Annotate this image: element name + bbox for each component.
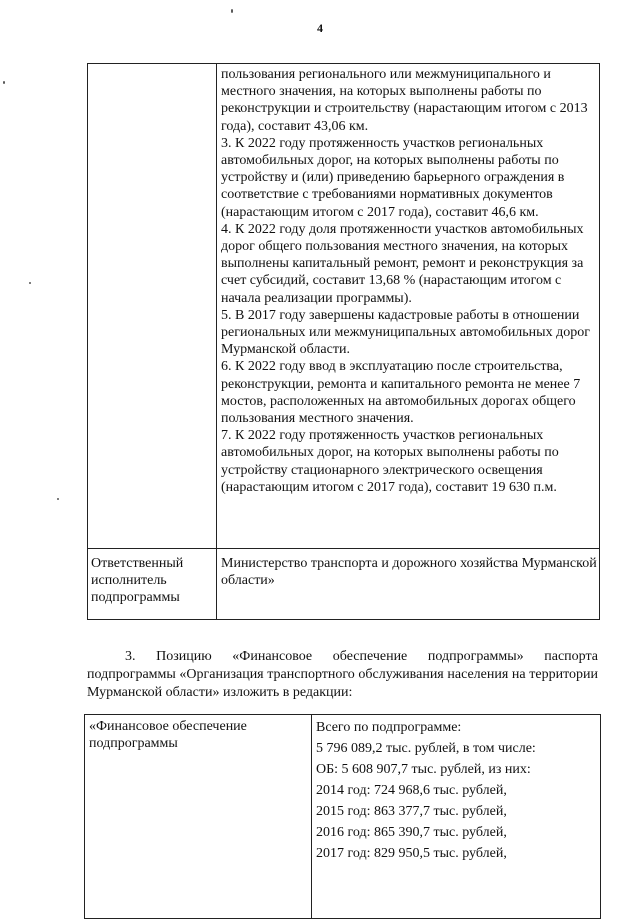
financing-line-total: Всего по подпрограмме:	[316, 720, 462, 735]
amendment-paragraph-text: 3. Позицию «Финансовое обеспечение подпрограммы» паспорта подпрограммы «Организация транспортного обслуживания населения на территории Мурманской области» изложить в редакции:	[87, 649, 598, 700]
responsible-row	[88, 549, 600, 620]
indicator-item-7: 7. К 2022 году протяженность участков региональных автомобильных дорог, на которых выполнены работы по устройству стационарного электрического освещения (нарастающим итогом с 2017 года), составит 19 630 п.м.	[221, 428, 559, 495]
financing-values	[312, 715, 601, 919]
amendment-paragraph	[87, 648, 598, 702]
financing-line-2014: 2014 год: 724 968,6 тыс. рублей,	[316, 783, 507, 798]
indicators-value-cell	[217, 64, 600, 549]
scan-speck	[3, 81, 5, 84]
indicator-item-3: 3. К 2022 году протяженность участков региональных автомобильных дорог, на которых выполнены работы по устройству и (или) приведению барьерного ограждения в соответствие с требованиями нормативных документов (нарастающим итогом с 2017 года), составит 46,6 км.	[221, 135, 565, 220]
responsible-label: Ответственный исполнитель подпрограммы	[88, 549, 217, 620]
financing-line-2017: 2017 год: 829 950,5 тыс. рублей,	[316, 846, 507, 861]
page-number: 4	[317, 21, 323, 35]
scan-speck	[57, 498, 59, 500]
indicator-item-5: 5. В 2017 году завершены кадастровые работы в отношении региональных или межмуниципальных автомобильных дорог Мурманской области.	[221, 307, 590, 358]
financing-line-2015: 2015 год: 863 377,7 тыс. рублей,	[316, 804, 507, 819]
indicators-label-cell	[88, 64, 217, 549]
financing-line-2016: 2016 год: 865 390,7 тыс. рублей,	[316, 825, 507, 840]
scan-speck	[231, 9, 233, 13]
indicator-item-4: 4. К 2022 году доля протяженности участков автомобильных дорог общего пользования местного значения, на которых выполнены капитальный ремонт, ремонт и реконструкция за счет субсидий, составит 13,68 % (нарастающим итогом с начала реализации программы).	[221, 221, 584, 306]
indicators-row	[88, 64, 600, 549]
subprogram-passport-table	[87, 63, 600, 620]
responsible-value: Министерство транспорта и дорожного хозяйства Мурманской области»	[217, 549, 600, 620]
financing-table	[84, 714, 601, 919]
financing-row	[85, 715, 601, 919]
financing-label: «Финансовое обеспечение подпрограммы	[85, 715, 312, 919]
indicator-continued-text: пользования регионального или межмуниципального и местного значения, на которых выполнены работы по реконструкции и строительству (нарастающим итогом с 2013 года), составит 43,06 км.	[221, 67, 588, 134]
indicator-item-6: 6. К 2022 году ввод в эксплуатацию после строительства, реконструкции, ремонта и капитального ремонта не менее 7 мостов, расположенных на автомобильных дорогах общего пользования местного значения.	[221, 359, 581, 427]
financing-line-sum: 5 796 089,2 тыс. рублей, в том числе:	[316, 741, 536, 756]
financing-line-regional: ОБ: 5 608 907,7 тыс. рублей, из них:	[316, 762, 531, 777]
scan-speck	[29, 282, 31, 284]
